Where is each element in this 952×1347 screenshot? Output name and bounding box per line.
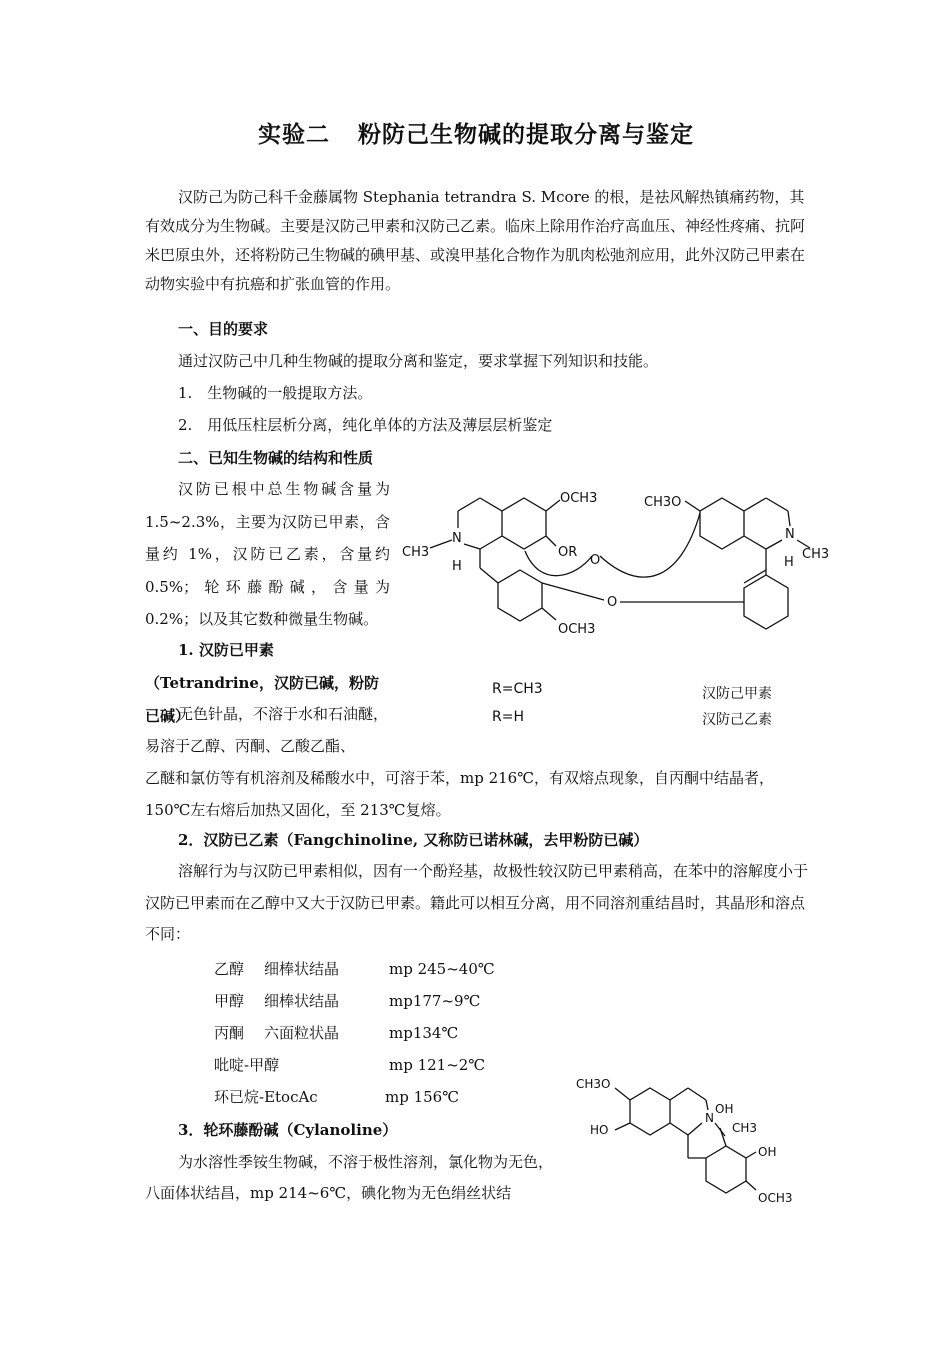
benzene-ring <box>706 1146 746 1193</box>
intro-paragraph: 汉防己为防己科千金藤属物 Stephania tetrandra S. Mcore 的根，是祛风解热镇痛药物，其有效成分为生物碱。主要是汉防己甲素和汉防己乙素。临床上除用作治疗高血压、神经性疼痛、抗阿米巴原虫外，还将粉防己生物碱的碘甲基、或溴甲基化合物作为肌肉松弛剂应用，此外汉防己甲素在动物实验中有抗癌和扩张血管的作用。 <box>145 188 806 293</box>
page-title <box>0 116 952 149</box>
label-h-left: H <box>452 559 462 574</box>
label-ch3o: CH3O <box>576 1077 611 1091</box>
cyclanoline-structure <box>570 1068 810 1213</box>
compound-a-name: 汉防己甲素 <box>702 686 772 702</box>
compound1-text-2: 乙醚和氯仿等有机溶剂及稀酸水中，可溶于苯，mp 216℃，有双熔点现象，自丙酮中结晶者，150℃左右熔后加热又固化，至 213℃复熔。 <box>145 769 775 819</box>
section1-item-2: 2. 用低压柱层析分离，纯化单体的方法及薄层层析鉴定 <box>178 416 553 434</box>
compound1-heading: 1. 汉防已甲素（Tetrandrine，汉防已碱，粉防已碱） <box>145 641 379 725</box>
section1-heading: 一、目的要求 <box>178 320 269 338</box>
solvent: 乙醇 <box>214 960 245 978</box>
tetrandrine-structure <box>400 478 840 648</box>
label-och3-bottom: OCH3 <box>558 622 596 637</box>
benzene-ring <box>630 1088 670 1135</box>
label-ch3-left: CH3 <box>402 545 430 560</box>
label-ch3-right: CH3 <box>802 547 830 562</box>
label-or: OR <box>558 545 578 560</box>
label-n-right: N <box>785 527 795 542</box>
section1-text: 通过汉防己中几种生物碱的提取分离和鉴定，要求掌握下列知识和技能。 <box>178 352 659 370</box>
compound3-heading: 3．轮环藤酚碱（Cylanoline） <box>178 1121 398 1139</box>
benzene-ring <box>744 575 788 629</box>
melting-point: mp134℃ <box>389 1024 459 1042</box>
label-o-top: O <box>590 553 601 568</box>
label-o-bottom: O <box>607 595 618 610</box>
label-ho: HO <box>590 1123 609 1137</box>
solvent: 吡啶-甲醇 <box>214 1056 280 1074</box>
label-h-right: H <box>784 555 794 570</box>
benzene-ring <box>502 498 546 549</box>
melting-point: mp177~9℃ <box>389 992 481 1010</box>
label-och3: OCH3 <box>758 1191 793 1205</box>
label-oh-minus: OH <box>715 1102 734 1116</box>
solvent: 甲醇 <box>214 992 245 1010</box>
label-n-left: N <box>452 531 462 546</box>
label-n: N <box>705 1111 714 1125</box>
section2-heading: 二、已知生物碱的结构和性质 <box>178 449 374 467</box>
label-ch3o-top: CH3O <box>644 495 682 510</box>
section1-item-1: 1. 生物碱的一般提取方法。 <box>178 384 373 402</box>
compound2-heading: 2．汉防已乙素（Fangchinoline, 又称防已诺林碱，去甲粉防已碱） <box>178 831 649 849</box>
label-oh: OH <box>758 1145 777 1159</box>
melting-point: mp 156℃ <box>385 1088 460 1106</box>
r-h-label: R=H <box>492 709 524 725</box>
label-och3-top: OCH3 <box>560 491 598 506</box>
compound3-text: 为水溶性季铵生物碱，不溶于极性溶剂，氯化物为无色，八面体状结昌，mp 214~6℃，碘化物为无色绢丝状结 <box>145 1153 554 1202</box>
benzene-ring <box>700 498 744 549</box>
solvent: 环已烷-EtocAc <box>214 1088 318 1106</box>
solvent: 丙酮 <box>214 1024 245 1042</box>
compound-b-name: 汉防己乙素 <box>702 712 772 728</box>
crystal-form: 六面粒状晶 <box>264 1024 340 1042</box>
crystal-form: 细棒状结晶 <box>264 992 340 1010</box>
section2-text: 汉防已根中总生物碱含量为 1.5~2.3%，主要为汉防已甲素，含量约 1%，汉防已乙素，含量约 0.5%；轮环藤酚碱，含量为 0.2%；以及其它数种微量生物碱。 <box>145 480 390 628</box>
compound1-text-1: 无色针晶，不溶于水和石油醚，易溶于乙醇、丙酮、乙酸乙酯、 <box>145 705 389 755</box>
benzene-ring <box>498 570 542 621</box>
melting-point: mp 121~2℃ <box>389 1056 486 1074</box>
compound2-text: 溶解行为与汉防已甲素相似，因有一个酚羟基，故极性较汉防已甲素稍高，在苯中的溶解度小于汉防已甲素而在乙醇中又大于汉防已甲素。籍此可以相互分离，用不同溶剂重结昌时，其晶形和溶点不同： <box>145 862 809 943</box>
title-part-2: 粉防己生物碱的提取分离与鉴定 <box>358 121 694 148</box>
title-part-1: 实验二 <box>258 121 330 148</box>
crystal-form: 细棒状结晶 <box>264 960 340 978</box>
melting-point: mp 245~40℃ <box>389 960 495 978</box>
r-ch3-label: R=CH3 <box>492 681 543 697</box>
label-ch3: CH3 <box>732 1121 758 1135</box>
